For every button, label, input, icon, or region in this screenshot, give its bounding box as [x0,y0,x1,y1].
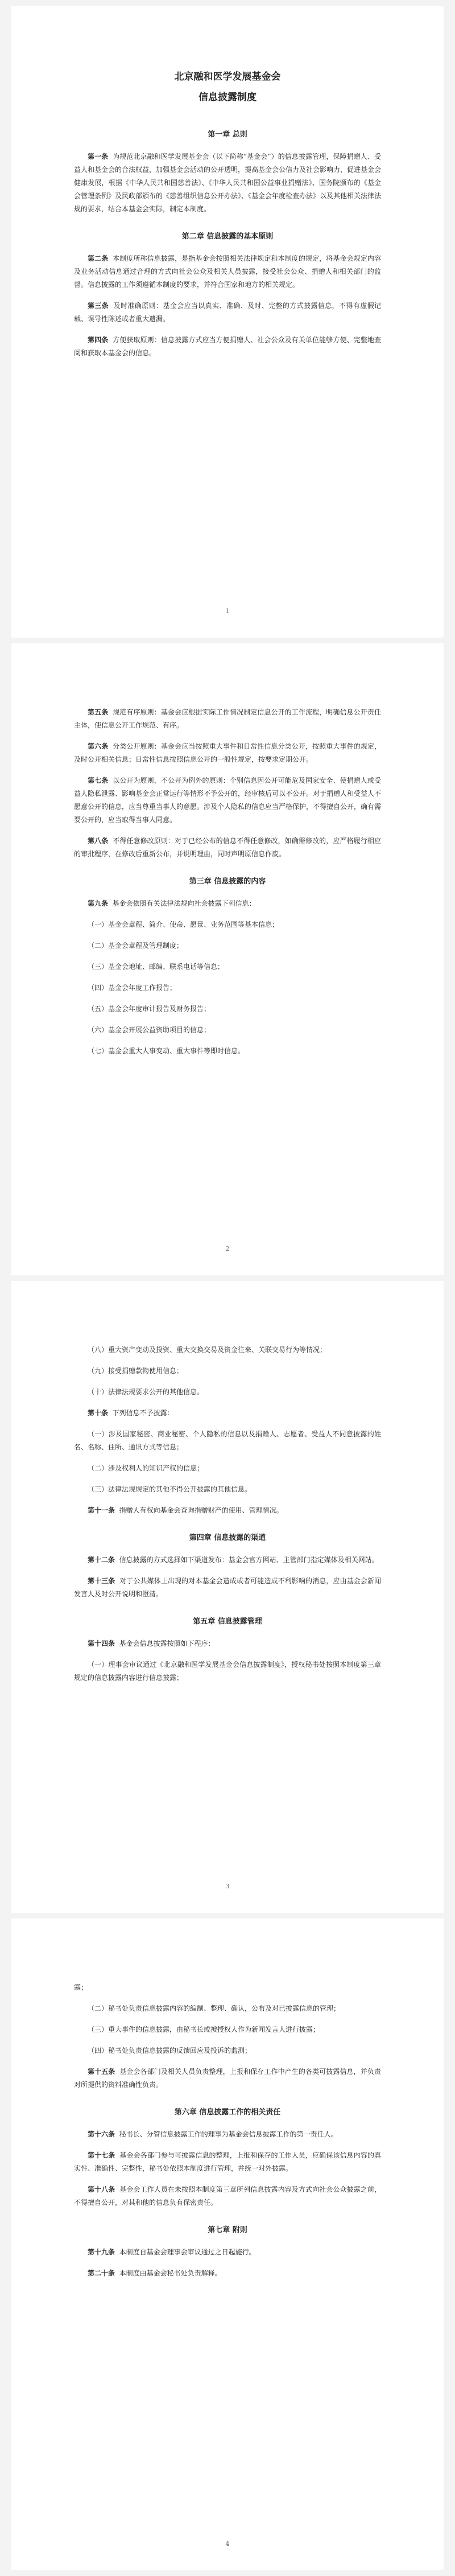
document-page-2 [11,643,444,1275]
chapter-3-heading: 第三章 信息披露的内容 [189,877,266,886]
list-item: （三）重大事件的信息披露，由秘书长或被授权人作为新闻发言人进行披露； [88,2026,320,2033]
document-title: 北京融和医学发展基金会 [174,71,281,83]
article-10: 第十条 下列信息不予披露： [88,1409,174,1417]
document-subtitle: 信息披露制度 [198,92,257,103]
document-page-3 [11,1281,444,1913]
article-9: 第九条 基金会依照有关法律法规向社会披露下列信息： [88,899,256,907]
page-number: 2 [225,1245,230,1252]
article-16: 第十六条 秘书长、分管信息披露工作的理事为基金会信息披露工作的第一责任人。 [88,2130,338,2138]
list-item: （八）重大资产变动及投资、重大交换交易及资金往来、关联交易行为等情况； [88,1346,327,1354]
article-14: 第十四条 基金会信息披露按照如下程序： [88,1640,215,1648]
article-2: 第二条 本制度所称信息披露，是指基金会按照相关法律规定和本制度的规定，将基金会规定内容及业务活动信息通过合理的方式向社会公众及相关人员披露，接受社会公众、捐赠人和相关部门的监督。信息披露的工作须遵循本制度的要求，并符合国家和地方的相关规定。 [74,254,381,289]
article-4: 第四条 方便获取原则：信息披露方式应当方便捐赠人、社会公众及有关单位能够方便、完整地查阅和获取本基金会的信息。 [74,336,381,357]
chapter-4-heading: 第四章 信息披露的渠道 [189,1534,266,1542]
list-item: （四）秘书处负责信息披露的反馈回应及投诉的监测； [88,2047,252,2055]
article-20: 第二十条 本制度由基金会秘书处负责解释。 [88,2269,222,2277]
list-item: （一）涉及国家秘密、商业秘密、个人隐私的信息以及捐赠人、志愿者、受益人不同意披露的姓名、名称、住所、通讯方式等信息； [74,1430,381,1451]
article-12: 第十二条 信息披露的方式选择如下渠道发布：基金会官方网站、主管部门指定媒体及相关网站。 [88,1556,379,1564]
article-15: 第十五条 基金会各部门及相关人员负责整理，上报和保存工作中产生的各类可披露信息，并负责对所提供的资料准确性负责。 [74,2068,381,2089]
list-item: （十）法律法规要求公开的其他信息。 [88,1388,204,1396]
list-item: （三）法律法规规定的其他不得公开披露的其他信息。 [88,1485,252,1493]
chapter-1-heading: 第一章 总则 [208,130,247,139]
article-11: 第十一条 捐赠人有权向基金会查询捐赠财产的使用、管理情况。 [88,1506,283,1514]
article-5: 第五条 规范有序原则：基金会应根据实际工作情况制定信息公开的工作流程，明确信息公开责任主体，使信息公开工作规范、有序。 [74,708,381,729]
list-item: （四）基金会年度工作报告； [88,984,177,992]
article-18: 第十八条 基金会工作人员在未按照本制度第三章所列信息披露内容及方式向社会公众披露之前，不得擅自公开，对其和他的信息负有保密责任。 [74,2185,381,2207]
article-3: 第三条 及时准确原则：基金会应当以真实、准确、及时、完整的方式披露信息，不得有虚假记载、误导性陈述或者重大遗漏。 [74,302,381,323]
chapter-7-heading: 第七章 附则 [208,2226,247,2234]
document-page-4 [11,1918,444,2570]
list-item: （一）理事会审议通过《北京融和医学发展基金会信息披露制度》，授权秘书处按照本制度第三章规定的信息披露内容进行信息披露； [74,1661,381,1682]
article-17: 第十七条 基金会各部门参与可披露信息的整理，上报和保存的工作人员，应确保该信息内容的真实性、准确性、完整性，秘书处依照本制度进行管理，并统一对外披露。 [74,2151,381,2172]
article-6: 第六条 分类公开原则：基金会应当按照重大事件和日常性信息分类公开，按照重大事件的规定，及时公开相关信息；日常性信息按照信息公开的一般性规定，按要求定期公开。 [74,742,381,763]
article-1: 第一条 为规范北京融和医学发展基金会（以下简称“基金会”）的信息披露管理，保障捐赠人、受益人和基金会的合法权益，加强基金会活动的公开透明，提高基金会公信力及社会影响力，促进基金会健康发展，根据《中华人民共和国慈善法》、《中华人民共和国公益事业捐赠法》、国务院颁布的《基金会管理条例》及民政部颁布的《慈善组织信息公开办法》、《基金会年度检查办法》以及其他相关法律法规的要求，结合本基金会实际，制定本制度。 [74,153,382,213]
list-item: （二）基金会章程及管理制度； [88,942,184,950]
article-8: 第八条 不得任意修改原则：对于已经公布的信息不得任意修改，如确需修改的，应严格履行相应的审批程序，在修改后重新公布，并说明理由，同时声明原信息作废。 [74,837,381,858]
list-item: （三）基金会地址、邮编、联系电话等信息； [88,963,225,971]
list-item: （九）接受捐赠款物使用信息； [88,1367,184,1375]
list-item: （二）秘书处负责信息披露内容的编制、整理、确认，公布及对已披露信息的管理； [88,2004,341,2012]
list-item: （二）涉及权利人的知识产权的信息； [88,1464,204,1472]
chapter-5-heading: 第五章 信息披露管理 [193,1617,262,1626]
list-item: （五）基金会年度审计报告及财务报告； [88,1005,211,1013]
article-19: 第十九条 本制度自基金会理事会审议通过之日起施行。 [88,2248,256,2256]
article-13: 第十三条 对于公共媒体上出现的对本基金会造成或者可能造成不利影响的消息，应由基金会新闻发言人及时公开说明和澄清。 [74,1577,381,1598]
list-item: （七）基金会重大人事变动、重大事件等即时信息。 [88,1047,245,1055]
continued-text: 露； [74,1983,88,1991]
chapter-2-heading: 第二章 信息披露的基本原则 [181,232,274,241]
list-item: （六）基金会开展公益资助项目的信息； [88,1026,211,1034]
page-number: 4 [225,2540,230,2548]
chapter-6-heading: 第六章 信息披露工作的相关责任 [174,2108,281,2117]
page-number: 3 [225,1883,230,1890]
article-7: 第七条 以公开为原则，不公开为例外的原则：个别信息因公开可能危及国家安全、使捐赠人或受益人隐私泄露、影响基金会正常运行等情形不予公开的，经审核后可以不公开。对于捐赠人和受益人不愿意公开的信息，应当尊重当事人的意愿。涉及个人隐私的信息应当严格保护，不得擅自公开，确有需要公开的，应当取得当事人同意。 [74,777,382,824]
list-item: （一）基金会章程、简介、使命、愿景、业务范围等基本信息； [88,921,279,928]
document-page-1 [11,6,444,638]
page-number: 1 [225,607,230,615]
